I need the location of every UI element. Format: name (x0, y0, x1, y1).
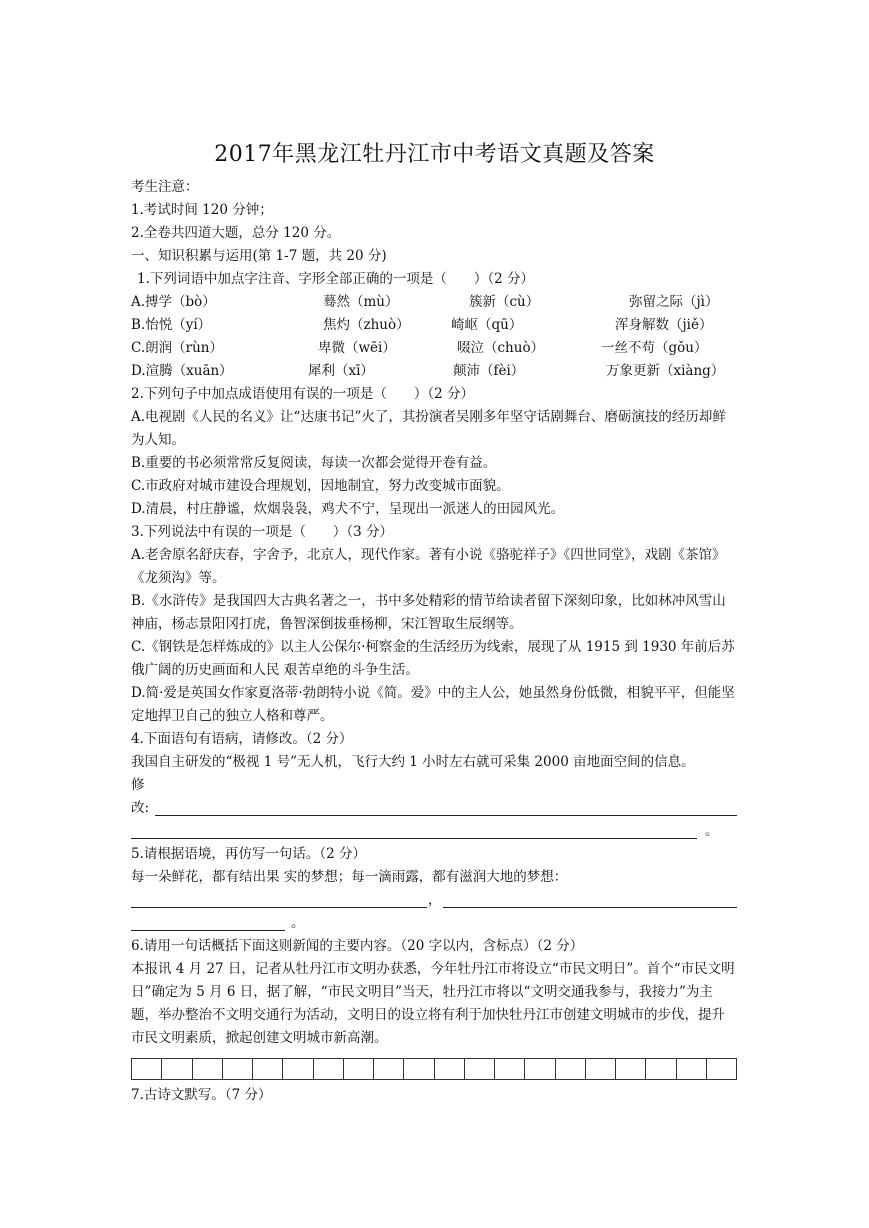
question-4-label: 改: (131, 800, 150, 816)
grid-cell[interactable] (465, 1059, 495, 1079)
question-5-comma: ， (428, 892, 442, 908)
question-2-option: D.清晨，村庄静谧，炊烟袅袅，鸡犬不宁，呈现出一派迷人的田园风光。 (131, 501, 565, 517)
question-3-option: C.《钢铁是怎样炼成的》以主人公保尔·柯察金的生活经历为线索，展现了从 1915 到 1930 年前后苏俄广阔的历史画面和人民 艰苦卓绝的斗争生活。 (131, 639, 735, 678)
question-1-option-row (131, 314, 737, 337)
option-word: 蓦然（mù） (323, 294, 399, 310)
question-7-stem: 7.古诗文默写。（7 分） (131, 1087, 272, 1103)
grid-cell[interactable] (525, 1059, 555, 1079)
question-2-option: A.电视剧《人民的名义》让“达康书记”火了，其扮演者吴刚多年坚守话剧舞台、磨砺演技的经历却鲜为人知。 (131, 409, 726, 448)
option-word: B.怡悦（yí） (131, 317, 212, 333)
option-word: 啜泣（chuò） (457, 340, 545, 356)
notice-heading: 考生注意： (131, 179, 199, 195)
question-4-answer-line[interactable] (131, 797, 737, 820)
question-5-answer-line[interactable] (131, 912, 737, 935)
grid-cell[interactable] (253, 1059, 283, 1079)
question-3-stem: 3.下列说法中有误的一项是（ ）（3 分） (131, 524, 394, 540)
question-3-option: A.老舍原名舒庆春，字舍予，北京人，现代作家。著有小说《骆驼祥子》《四世同堂》，戏剧《茶馆》《龙须沟》等。 (131, 547, 726, 586)
grid-cell[interactable] (586, 1059, 616, 1079)
question-2-option: C.市政府对城市建设合理规划，因地制宜，努力改变城市面貌。 (131, 478, 510, 494)
option-word: 万象更新（xiàng） (606, 363, 725, 379)
question-1-stem: 1.下列词语中加点字注音、字形全部正确的一项是（ ）（2 分） (137, 271, 535, 287)
option-word: 颠沛（fèi） (453, 363, 525, 379)
grid-cell[interactable] (132, 1059, 162, 1079)
grid-cell[interactable] (344, 1059, 374, 1079)
question-3-option: B.《水浒传》是我国四大古典名著之一，书中多处精彩的情节给读者留下深刻印象，比如林冲风雪山神庙，杨志景阳冈打虎，鲁智深倒拔垂杨柳，宋江智取生辰纲等。 (131, 593, 726, 632)
question-4-end: 。 (705, 823, 719, 839)
answer-underline[interactable] (131, 930, 285, 931)
grid-cell[interactable] (162, 1059, 192, 1079)
option-word: A.搏学（bò） (131, 294, 216, 310)
grid-cell[interactable] (646, 1059, 676, 1079)
answer-grid[interactable] (131, 1058, 737, 1080)
question-3-option: D.简·爱是英国女作家夏洛蒂·勃朗特小说《简。爱》中的主人公，她虽然身份低微，相貌平平，但能坚定地捍卫自己的独立人格和尊严。 (131, 685, 735, 724)
grid-cell[interactable] (677, 1059, 707, 1079)
question-4-text: 我国自主研发的“极视 1 号”无人机，飞行大约 1 小时左右就可采集 2000 亩地面空间的信息。 (131, 754, 695, 770)
option-word: 弥留之际（jì） (629, 294, 719, 310)
grid-cell[interactable] (283, 1059, 313, 1079)
grid-cell[interactable] (314, 1059, 344, 1079)
question-1-option-row (131, 291, 737, 314)
question-5-text: 每一朵鲜花，都有结出果 实的梦想；每一滴雨露，都有滋润大地的梦想： (131, 869, 568, 885)
option-word: 焦灼（zhuò） (323, 317, 410, 333)
grid-cell[interactable] (193, 1059, 223, 1079)
option-word: 一丝不苟（gǒu） (601, 340, 708, 356)
option-word: 崎岖（qū） (451, 317, 523, 333)
question-1-option-row (131, 337, 737, 360)
option-word: 浑身解数（jiě） (615, 317, 713, 333)
notice-item: 2.全卷共四道大题，总分 120 分。 (131, 225, 341, 241)
question-4-stem: 4.下面语句有语病，请修改。（2 分） (131, 731, 353, 747)
answer-underline[interactable] (155, 815, 737, 816)
question-2-option: B.重要的书必须常常反复阅读，每读一次都会觉得开卷有益。 (131, 455, 497, 471)
option-word: 簇新（cù） (469, 294, 540, 310)
question-4-label: 修 (131, 777, 145, 793)
option-word: D.渲腾（xuān） (131, 363, 233, 379)
answer-underline[interactable] (443, 907, 737, 908)
grid-cell[interactable] (707, 1059, 736, 1079)
grid-cell[interactable] (404, 1059, 434, 1079)
question-6-stem: 6.请用一句话概括下面这则新闻的主要内容。（20 字以内，含标点）（2 分） (131, 938, 584, 954)
grid-cell[interactable] (223, 1059, 253, 1079)
grid-cell[interactable] (374, 1059, 404, 1079)
answer-underline[interactable] (131, 907, 427, 908)
grid-cell[interactable] (435, 1059, 465, 1079)
question-2-stem: 2.下列句子中加点成语使用有误的一项是（ ）（2 分） (131, 386, 475, 402)
option-word: 卑微（wēi） (318, 340, 396, 356)
question-1-option-row (131, 360, 737, 383)
question-5-answer-line[interactable] (131, 889, 737, 912)
grid-cell[interactable] (556, 1059, 586, 1079)
question-4-answer-line[interactable] (131, 820, 737, 843)
answer-underline[interactable] (131, 838, 697, 839)
question-5-stem: 5.请根据语境，再仿写一句话。（2 分） (131, 846, 367, 862)
option-word: 犀利（xī） (308, 363, 374, 379)
page-title: 2017年黑龙江牡丹江市中考语文真题及答案 (214, 142, 655, 167)
exam-content (131, 176, 737, 1107)
section-heading: 一、知识积累与运用(第 1-7 题，共 20 分) (131, 248, 387, 264)
grid-cell[interactable] (616, 1059, 646, 1079)
question-5-end: 。 (291, 915, 305, 931)
option-word: C.朗润（rùn） (131, 340, 223, 356)
grid-cell[interactable] (495, 1059, 525, 1079)
question-6-text: 本报讯 4 月 27 日，记者从牡丹江市文明办获悉，今年牡丹江市将设立“市民文明日”。首个“市民文明日”确定为 5 月 6 日，据了解，“市民文明目”当天，牡丹江市将以“文明交通我参与，我接力”为主题，举办整治不文明交通行为活动，文明日的设立将有利于加快牡丹江市创建文明城市的步伐，提升市民文明素质，掀起创建文明城市新高潮。 (131, 961, 735, 1046)
notice-item: 1.考试时间 120 分钟； (131, 202, 273, 218)
